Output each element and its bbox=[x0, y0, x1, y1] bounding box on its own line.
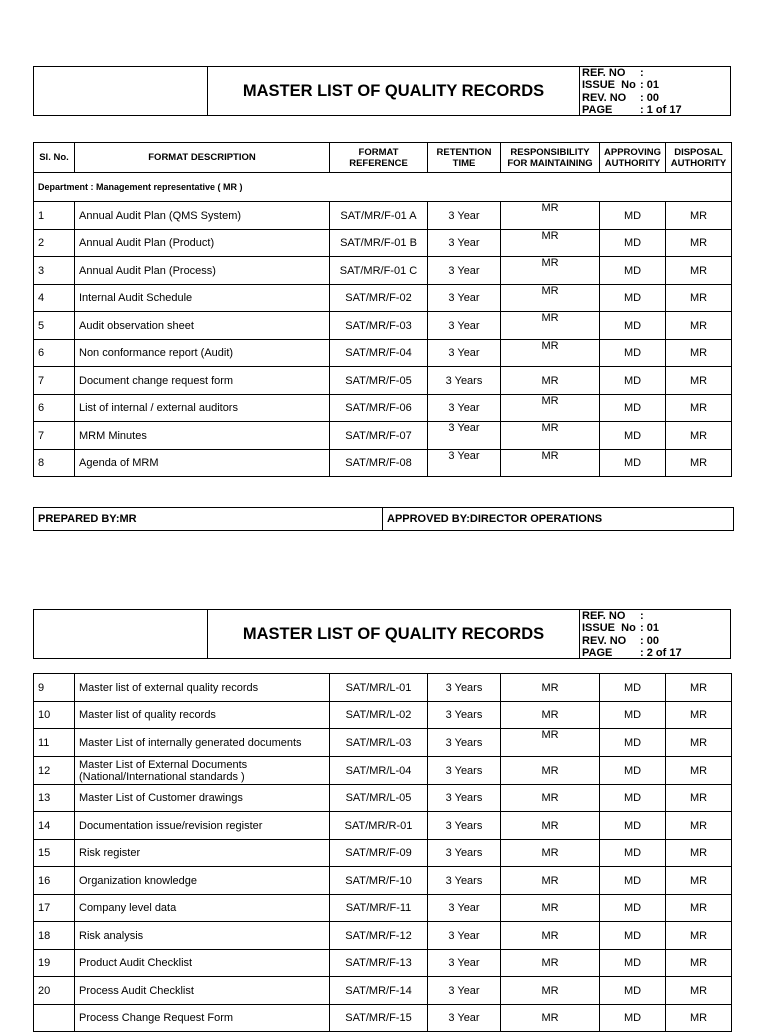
cell-approving-authority: MD bbox=[600, 674, 666, 702]
cell-sl-no: 18 bbox=[34, 922, 75, 950]
cell-format-description: Master list of external quality records bbox=[75, 674, 330, 702]
ref-value: : bbox=[640, 610, 644, 622]
cell-format-description: Audit observation sheet bbox=[75, 312, 330, 340]
cell-format-description: Documentation issue/revision register bbox=[75, 812, 330, 840]
cell-format-reference: SAT/MR/F-01 C bbox=[330, 257, 428, 285]
cell-disposal-authority: MR bbox=[666, 674, 732, 702]
cell-format-reference: SAT/MR/F-15 bbox=[330, 1005, 428, 1032]
logo-area bbox=[34, 67, 208, 115]
cell-sl-no: 2 bbox=[34, 230, 75, 257]
cell-sl-no: 15 bbox=[34, 840, 75, 867]
cell-responsibility: MR bbox=[501, 757, 600, 785]
ref-label: REF. NO bbox=[582, 610, 626, 622]
cell-format-reference: SAT/MR/F-14 bbox=[330, 977, 428, 1005]
cell-approving-authority: MD bbox=[600, 202, 666, 230]
cell-responsibility: MR bbox=[501, 977, 600, 1005]
department-label: Department : Management representative ( MR ) bbox=[34, 173, 732, 202]
cell-format-description: Product Audit Checklist bbox=[75, 950, 330, 977]
page1-header bbox=[33, 66, 731, 116]
table-row bbox=[34, 895, 732, 922]
cell-responsibility: MR bbox=[501, 785, 600, 812]
cell-disposal-authority: MR bbox=[666, 257, 732, 285]
cell-disposal-authority: MR bbox=[666, 812, 732, 840]
cell-sl-no: 6 bbox=[34, 395, 75, 422]
cell-retention-time: 3 Years bbox=[428, 867, 501, 895]
cell-retention-time: 3 Years bbox=[428, 702, 501, 729]
cell-sl-no: 3 bbox=[34, 257, 75, 285]
cell-retention-time: 3 Years bbox=[428, 757, 501, 785]
cell-disposal-authority: MR bbox=[666, 395, 732, 422]
table-row bbox=[34, 729, 732, 757]
cell-approving-authority: MD bbox=[600, 312, 666, 340]
cell-format-description: Risk analysis bbox=[75, 922, 330, 950]
cell-format-description: Agenda of MRM bbox=[75, 450, 330, 477]
cell-sl-no: 6 bbox=[34, 340, 75, 367]
cell-format-reference: SAT/MR/F-08 bbox=[330, 450, 428, 477]
cell-approving-authority: MD bbox=[600, 757, 666, 785]
cell-approving-authority: MD bbox=[600, 785, 666, 812]
cell-disposal-authority: MR bbox=[666, 312, 732, 340]
cell-retention-time: 3 Year bbox=[428, 285, 501, 312]
cell-responsibility: MR bbox=[501, 922, 600, 950]
cell-format-description: Process Change Request Form bbox=[75, 1005, 330, 1032]
table-row bbox=[34, 422, 732, 450]
cell-sl-no: 1 bbox=[34, 202, 75, 230]
cell-responsibility: MR bbox=[501, 867, 600, 895]
cell-sl-no: 12 bbox=[34, 757, 75, 785]
cell-approving-authority: MD bbox=[600, 340, 666, 367]
cell-approving-authority: MD bbox=[600, 812, 666, 840]
cell-format-description: Annual Audit Plan (Product) bbox=[75, 230, 330, 257]
cell-disposal-authority: MR bbox=[666, 285, 732, 312]
cell-retention-time: 3 Years bbox=[428, 812, 501, 840]
cell-sl-no: 7 bbox=[34, 422, 75, 450]
cell-responsibility: MR bbox=[501, 230, 600, 257]
cell-format-reference: SAT/MR/L-03 bbox=[330, 729, 428, 757]
cell-retention-time: 3 Year bbox=[428, 422, 501, 450]
cell-sl-no: 19 bbox=[34, 950, 75, 977]
cell-disposal-authority: MR bbox=[666, 867, 732, 895]
cell-approving-authority: MD bbox=[600, 977, 666, 1005]
cell-responsibility: MR bbox=[501, 1005, 600, 1032]
cell-format-reference: SAT/MR/F-02 bbox=[330, 285, 428, 312]
table-row bbox=[34, 1005, 732, 1032]
cell-sl-no: 20 bbox=[34, 977, 75, 1005]
cell-format-description: Master list of quality records bbox=[75, 702, 330, 729]
cell-retention-time: 3 Years bbox=[428, 674, 501, 702]
issue-label: ISSUE No bbox=[582, 79, 636, 92]
table-row bbox=[34, 812, 732, 840]
cell-retention-time: 3 Year bbox=[428, 977, 501, 1005]
cell-format-description: Internal Audit Schedule bbox=[75, 285, 330, 312]
cell-format-description: Document change request form bbox=[75, 367, 330, 395]
table-row bbox=[34, 367, 732, 395]
cell-responsibility: MR bbox=[501, 674, 600, 702]
records-table-page1 bbox=[33, 142, 732, 477]
col-format-description: FORMAT DESCRIPTION bbox=[75, 143, 330, 173]
table-header-row bbox=[34, 143, 732, 173]
cell-retention-time: 3 Year bbox=[428, 450, 501, 477]
issue-value: : 01 bbox=[640, 79, 659, 92]
page-label: PAGE bbox=[582, 104, 613, 117]
cell-retention-time: 3 Year bbox=[428, 950, 501, 977]
page-number: : 2 of 17 bbox=[640, 647, 682, 660]
cell-disposal-authority: MR bbox=[666, 950, 732, 977]
table-row bbox=[34, 674, 732, 702]
cell-approving-authority: MD bbox=[600, 840, 666, 867]
cell-format-description: Non conformance report (Audit) bbox=[75, 340, 330, 367]
cell-approving-authority: MD bbox=[600, 922, 666, 950]
issue-label: ISSUE No bbox=[582, 622, 636, 635]
cell-responsibility: MR bbox=[501, 840, 600, 867]
cell-approving-authority: MD bbox=[600, 1005, 666, 1032]
records-table-page2 bbox=[33, 673, 732, 1032]
cell-responsibility: MR bbox=[501, 895, 600, 922]
cell-disposal-authority: MR bbox=[666, 230, 732, 257]
cell-format-reference: SAT/MR/F-09 bbox=[330, 840, 428, 867]
page2-header bbox=[33, 609, 731, 659]
cell-retention-time: 3 Year bbox=[428, 1005, 501, 1032]
cell-disposal-authority: MR bbox=[666, 422, 732, 450]
cell-disposal-authority: MR bbox=[666, 757, 732, 785]
cell-approving-authority: MD bbox=[600, 367, 666, 395]
cell-sl-no: 13 bbox=[34, 785, 75, 812]
cell-responsibility: MR bbox=[501, 367, 600, 395]
cell-responsibility: MR bbox=[501, 950, 600, 977]
cell-disposal-authority: MR bbox=[666, 729, 732, 757]
cell-approving-authority: MD bbox=[600, 450, 666, 477]
cell-retention-time: 3 Years bbox=[428, 785, 501, 812]
cell-approving-authority: MD bbox=[600, 729, 666, 757]
cell-format-reference: SAT/MR/L-02 bbox=[330, 702, 428, 729]
cell-format-description: Annual Audit Plan (Process) bbox=[75, 257, 330, 285]
issue-value: : 01 bbox=[640, 622, 659, 635]
page-title: MASTER LIST OF QUALITY RECORDS bbox=[208, 610, 580, 658]
cell-disposal-authority: MR bbox=[666, 340, 732, 367]
cell-retention-time: 3 Year bbox=[428, 202, 501, 230]
cell-format-reference: SAT/MR/F-04 bbox=[330, 340, 428, 367]
col-responsibility: RESPONSIBILITY FOR MAINTAINING bbox=[501, 143, 600, 173]
cell-approving-authority: MD bbox=[600, 257, 666, 285]
cell-format-reference: SAT/MR/F-05 bbox=[330, 367, 428, 395]
cell-sl-no: 10 bbox=[34, 702, 75, 729]
col-disposal-authority: DISPOSAL AUTHORITY bbox=[666, 143, 732, 173]
cell-format-description: Master List of internally generated documents bbox=[75, 729, 330, 757]
cell-sl-no: 8 bbox=[34, 450, 75, 477]
cell-format-reference: SAT/MR/F-10 bbox=[330, 867, 428, 895]
cell-responsibility: MR bbox=[501, 257, 600, 285]
cell-sl-no: 4 bbox=[34, 285, 75, 312]
col-sl-no: Sl. No. bbox=[34, 143, 75, 173]
cell-approving-authority: MD bbox=[600, 230, 666, 257]
cell-sl-no: 17 bbox=[34, 895, 75, 922]
table-row bbox=[34, 840, 732, 867]
department-row bbox=[34, 173, 732, 202]
cell-format-description: Company level data bbox=[75, 895, 330, 922]
cell-retention-time: 3 Years bbox=[428, 840, 501, 867]
signature-block bbox=[33, 507, 734, 531]
cell-format-reference: SAT/MR/F-11 bbox=[330, 895, 428, 922]
cell-disposal-authority: MR bbox=[666, 367, 732, 395]
table-row bbox=[34, 867, 732, 895]
cell-format-reference: SAT/MR/F-03 bbox=[330, 312, 428, 340]
cell-approving-authority: MD bbox=[600, 867, 666, 895]
cell-approving-authority: MD bbox=[600, 950, 666, 977]
cell-format-reference: SAT/MR/F-01 B bbox=[330, 230, 428, 257]
cell-approving-authority: MD bbox=[600, 285, 666, 312]
cell-format-reference: SAT/MR/F-06 bbox=[330, 395, 428, 422]
cell-format-reference: SAT/MR/F-07 bbox=[330, 422, 428, 450]
cell-responsibility: MR bbox=[501, 450, 600, 477]
cell-retention-time: 3 Year bbox=[428, 922, 501, 950]
cell-sl-no: 7 bbox=[34, 367, 75, 395]
cell-retention-time: 3 Year bbox=[428, 340, 501, 367]
cell-retention-time: 3 Year bbox=[428, 257, 501, 285]
cell-retention-time: 3 Year bbox=[428, 312, 501, 340]
cell-format-description: Master List of External Documents (National/International standards ) bbox=[75, 757, 330, 785]
col-retention-time: RETENTION TIME bbox=[428, 143, 501, 173]
cell-format-reference: SAT/MR/F-01 A bbox=[330, 202, 428, 230]
cell-responsibility: MR bbox=[501, 312, 600, 340]
rev-label: REV. NO bbox=[582, 634, 627, 647]
logo-area bbox=[34, 610, 208, 658]
cell-format-reference: SAT/MR/L-01 bbox=[330, 674, 428, 702]
table-row bbox=[34, 450, 732, 477]
cell-responsibility: MR bbox=[501, 340, 600, 367]
document-meta bbox=[580, 610, 730, 658]
cell-disposal-authority: MR bbox=[666, 977, 732, 1005]
cell-disposal-authority: MR bbox=[666, 450, 732, 477]
table-row bbox=[34, 702, 732, 729]
cell-sl-no: 5 bbox=[34, 312, 75, 340]
cell-responsibility: MR bbox=[501, 422, 600, 450]
cell-sl-no bbox=[34, 1005, 75, 1032]
table-row bbox=[34, 202, 732, 230]
cell-sl-no: 11 bbox=[34, 729, 75, 757]
cell-disposal-authority: MR bbox=[666, 840, 732, 867]
cell-responsibility: MR bbox=[501, 702, 600, 729]
rev-value: : 00 bbox=[640, 91, 659, 104]
approved-by: APPROVED BY:DIRECTOR OPERATIONS bbox=[387, 513, 603, 525]
cell-sl-no: 9 bbox=[34, 674, 75, 702]
cell-format-reference: SAT/MR/R-01 bbox=[330, 812, 428, 840]
cell-format-reference: SAT/MR/F-12 bbox=[330, 922, 428, 950]
cell-format-reference: SAT/MR/L-04 bbox=[330, 757, 428, 785]
cell-approving-authority: MD bbox=[600, 422, 666, 450]
cell-approving-authority: MD bbox=[600, 895, 666, 922]
rev-value: : 00 bbox=[640, 634, 659, 647]
cell-retention-time: 3 Years bbox=[428, 367, 501, 395]
page-title: MASTER LIST OF QUALITY RECORDS bbox=[208, 67, 580, 115]
cell-retention-time: 3 Year bbox=[428, 395, 501, 422]
page-label: PAGE bbox=[582, 647, 613, 660]
cell-disposal-authority: MR bbox=[666, 895, 732, 922]
page-number: : 1 of 17 bbox=[640, 104, 682, 117]
cell-responsibility: MR bbox=[501, 202, 600, 230]
cell-responsibility: MR bbox=[501, 812, 600, 840]
col-format-reference: FORMAT REFERENCE bbox=[330, 143, 428, 173]
table-row bbox=[34, 285, 732, 312]
table-row bbox=[34, 312, 732, 340]
cell-format-description: Process Audit Checklist bbox=[75, 977, 330, 1005]
cell-disposal-authority: MR bbox=[666, 922, 732, 950]
cell-format-description: MRM Minutes bbox=[75, 422, 330, 450]
cell-sl-no: 16 bbox=[34, 867, 75, 895]
cell-retention-time: 3 Years bbox=[428, 729, 501, 757]
table-row bbox=[34, 230, 732, 257]
cell-approving-authority: MD bbox=[600, 702, 666, 729]
col-approving-authority: APPROVING AUTHORITY bbox=[600, 143, 666, 173]
table-row bbox=[34, 785, 732, 812]
table-row bbox=[34, 257, 732, 285]
cell-format-reference: SAT/MR/L-05 bbox=[330, 785, 428, 812]
cell-approving-authority: MD bbox=[600, 395, 666, 422]
cell-sl-no: 14 bbox=[34, 812, 75, 840]
rev-label: REV. NO bbox=[582, 91, 627, 104]
cell-format-description: Organization knowledge bbox=[75, 867, 330, 895]
table-row bbox=[34, 757, 732, 785]
cell-format-description: Master List of Customer drawings bbox=[75, 785, 330, 812]
document-meta bbox=[580, 67, 730, 115]
ref-value: : bbox=[640, 67, 644, 79]
cell-disposal-authority: MR bbox=[666, 202, 732, 230]
cell-responsibility: MR bbox=[501, 729, 600, 757]
cell-disposal-authority: MR bbox=[666, 702, 732, 729]
prepared-by: PREPARED BY:MR bbox=[34, 508, 383, 530]
table-row bbox=[34, 340, 732, 367]
cell-format-description: Risk register bbox=[75, 840, 330, 867]
cell-retention-time: 3 Year bbox=[428, 895, 501, 922]
table-row bbox=[34, 395, 732, 422]
cell-format-reference: SAT/MR/F-13 bbox=[330, 950, 428, 977]
cell-disposal-authority: MR bbox=[666, 785, 732, 812]
cell-format-description: Annual Audit Plan (QMS System) bbox=[75, 202, 330, 230]
cell-disposal-authority: MR bbox=[666, 1005, 732, 1032]
table-row bbox=[34, 977, 732, 1005]
cell-responsibility: MR bbox=[501, 395, 600, 422]
cell-responsibility: MR bbox=[501, 285, 600, 312]
ref-label: REF. NO bbox=[582, 67, 626, 79]
table-row bbox=[34, 950, 732, 977]
cell-format-description: List of internal / external auditors bbox=[75, 395, 330, 422]
cell-retention-time: 3 Year bbox=[428, 230, 501, 257]
table-row bbox=[34, 922, 732, 950]
